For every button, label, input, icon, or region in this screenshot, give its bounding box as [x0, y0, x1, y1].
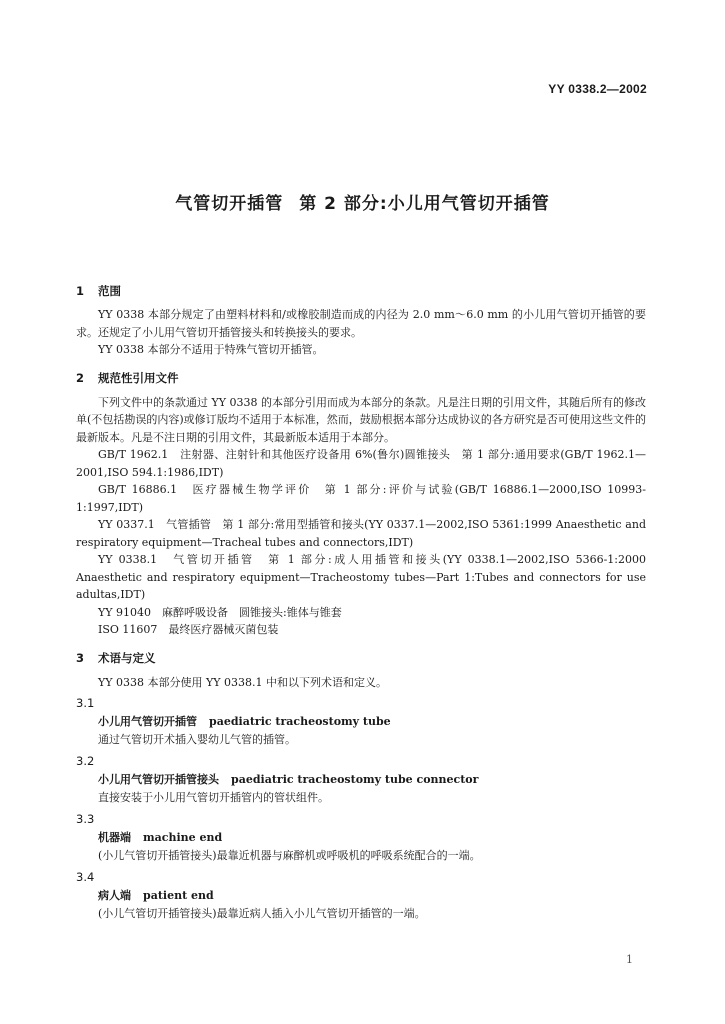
term-en: paediatric tracheostomy tube connector	[231, 773, 479, 786]
section-title: 范围	[98, 284, 121, 298]
term-definition: 通过气管切开术插入婴幼儿气管的插管。	[98, 733, 296, 746]
section-heading-terms	[76, 650, 646, 666]
reference-item: YY 0337.1 气管插管 第 1 部分:常用型插管和接头(YY 0337.1—2002,ISO 5361:1999 Anaesthetic and respiratory equipment—Tracheal tubes and connectors,IDT)	[76, 518, 646, 549]
term-number: 3.2	[76, 754, 95, 768]
reference-item: ISO 11607 最终医疗器械灭菌包装	[98, 623, 279, 636]
term-name	[76, 771, 646, 789]
term-name	[76, 887, 646, 905]
section-heading-scope	[76, 283, 646, 299]
reference-item: GB/T 1962.1 注射器、注射针和其他医疗设备用 6%(鲁尔)圆锥接头 第 1 部分:通用要求(GB/T 1962.1—2001,ISO 594.1:1986,IDT)	[76, 448, 646, 479]
section-number: 3	[76, 650, 85, 665]
term-zh: 病人端	[98, 889, 131, 902]
section-title: 术语与定义	[98, 650, 156, 665]
term-number: 3.1	[76, 696, 95, 710]
paragraph: YY 0338 本部分规定了由塑料材料和/或橡胶制造而成的内径为 2.0 mm～6.0 mm 的小儿用气管切开插管的要求。还规定了小儿用气管切开插管接头和转换接头的要求。	[76, 308, 646, 339]
paragraph: YY 0338 本部分使用 YY 0338.1 中和以下列术语和定义。	[98, 675, 388, 689]
section-title: 规范性引用文件	[98, 370, 179, 385]
page-title	[0, 189, 725, 214]
section-number: 2	[76, 370, 85, 385]
term-definition: (小儿气管切开插管接头)最靠近病人插入小儿气管切开插管的一端。	[98, 907, 426, 920]
term-entry	[76, 754, 646, 807]
title-main: 气管切开插管	[175, 194, 284, 214]
term-name	[76, 713, 646, 731]
standard-code: YY 0338.2—2002	[548, 82, 647, 96]
reference-item: YY 91040 麻醉呼吸设备 圆锥接头:锥体与锥套	[98, 605, 342, 619]
page-number: 1	[626, 953, 633, 966]
term-number: 3.3	[76, 812, 95, 826]
term-entry	[76, 812, 646, 865]
section-number: 1	[76, 284, 85, 298]
term-en: paediatric tracheostomy tube	[209, 715, 391, 728]
term-en: machine end	[143, 831, 223, 844]
title-part: 第 2 部分:小儿用气管切开插管	[299, 194, 550, 214]
main-content	[76, 283, 646, 923]
term-zh: 机器端	[98, 831, 131, 844]
term-entry	[76, 696, 646, 749]
reference-item: GB/T 16886.1 医疗器械生物学评价 第 1 部分:评价与试验(GB/T 16886.1—2000,ISO 10993-1:1997,IDT)	[76, 483, 646, 514]
term-definition: (小儿气管切开插管接头)最靠近机器与麻醉机或呼吸机的呼吸系统配合的一端。	[98, 849, 481, 862]
paragraph: 下列文件中的条款通过 YY 0338 的本部分引用而成为本部分的条款。凡是注日期的引用文件，其随后所有的修改单(不包括勘误的内容)或修订版均不适用于本标准，然而，鼓励根据本部分达成协议的各方研究是否可使用这些文件的最新版本。凡是不注日期的引用文件，其最新版本适用于本部分。	[76, 395, 647, 444]
term-number: 3.4	[76, 870, 95, 884]
term-en: patient end	[143, 889, 214, 902]
term-entry	[76, 870, 646, 923]
reference-item: YY 0338.1 气管切开插管 第 1 部分:成人用插管和接头(YY 0338.1—2002,ISO 5366-1:2000 Anaesthetic and respiratory equipment—Tracheostomy tubes—Part 1:Tubes and connectors for use adultas,IDT)	[76, 553, 646, 601]
term-zh: 小儿用气管切开插管接头	[98, 773, 219, 786]
section-heading-references	[76, 370, 646, 386]
term-definition: 直接安装于小儿用气管切开插管内的管状组件。	[98, 791, 329, 804]
term-zh: 小儿用气管切开插管	[98, 715, 197, 728]
paragraph: YY 0338 本部分不适用于特殊气管切开插管。	[98, 343, 324, 356]
term-name	[76, 829, 646, 847]
